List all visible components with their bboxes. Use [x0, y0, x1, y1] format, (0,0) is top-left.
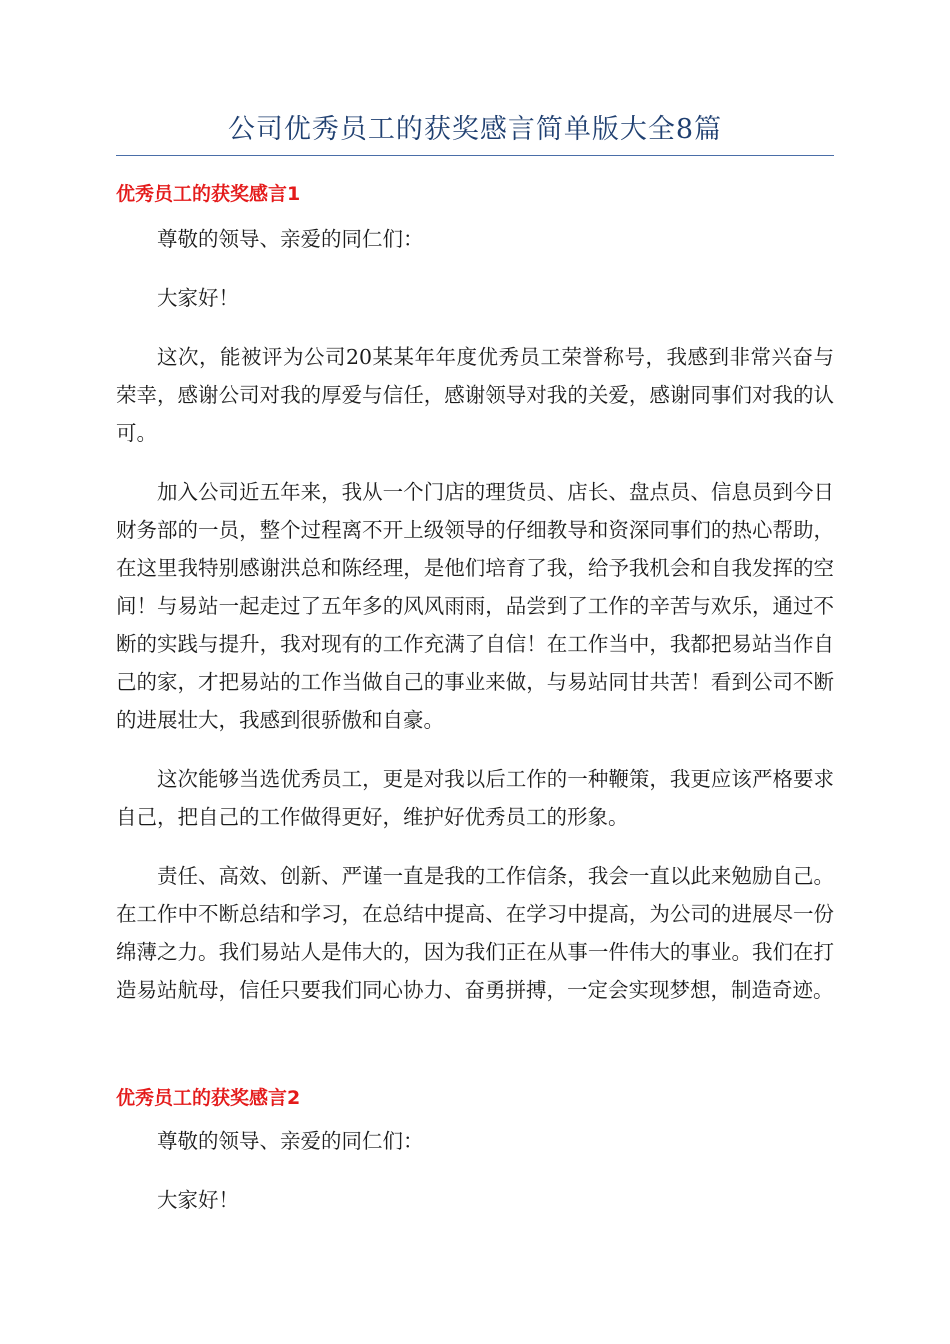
body-paragraph: 加入公司近五年来，我从一个门店的理货员、店长、盘点员、信息员到今日财务部的一员，整个过程离不开上级领导的仔细教导和资深同事们的热心帮助，在这里我特别感谢洪总和陈经理，是他们培育了我，给予我机会和自我发挥的空间！与易站一起走过了五年多的风风雨雨，品尝到了工作的辛苦与欢乐，通过不断的实践与提升，我对现有的工作充满了自信！在工作当中，我都把易站当作自己的家，才把易站的工作当做自己的事业来做，与易站同甘共苦！看到公司不断的进展壮大，我感到很骄傲和自豪。 — [116, 480, 834, 732]
greeting-paragraph: 大家好！ — [157, 1188, 239, 1212]
greeting-paragraph: 大家好！ — [157, 286, 239, 310]
section-2 — [116, 1084, 834, 1219]
title-underline — [116, 155, 834, 156]
body-paragraph: 这次能够当选优秀员工，更是对我以后工作的一种鞭策，我更应该严格要求自己，把自己的工作做得更好，维护好优秀员工的形象。 — [116, 767, 834, 829]
salutation-paragraph: 尊敬的领导、亲爱的同仁们： — [157, 1129, 424, 1153]
body-paragraph: 这次，能被评为公司20某某年年度优秀员工荣誉称号，我感到非常兴奋与荣幸，感谢公司对我的厚爱与信任，感谢领导对我的关爱，感谢同事们对我的认可。 — [116, 345, 834, 445]
section-heading: 优秀员工的获奖感言1 — [116, 183, 301, 205]
body-paragraph: 责任、高效、创新、严谨一直是我的工作信条，我会一直以此来勉励自己。在工作中不断总结和学习，在总结中提高、在学习中提高，为公司的进展尽一份绵薄之力。我们易站人是伟大的，因为我们正在从事一件伟大的事业。我们在打造易站航母，信任只要我们同心协力、奋勇拼搏，一定会实现梦想，制造奇迹。 — [116, 864, 834, 1002]
salutation-paragraph: 尊敬的领导、亲爱的同仁们： — [157, 227, 424, 251]
section-1 — [116, 180, 834, 1009]
document-title: 公司优秀员工的获奖感言简单版大全8篇 — [227, 114, 723, 145]
section-heading: 优秀员工的获奖感言2 — [116, 1087, 301, 1109]
